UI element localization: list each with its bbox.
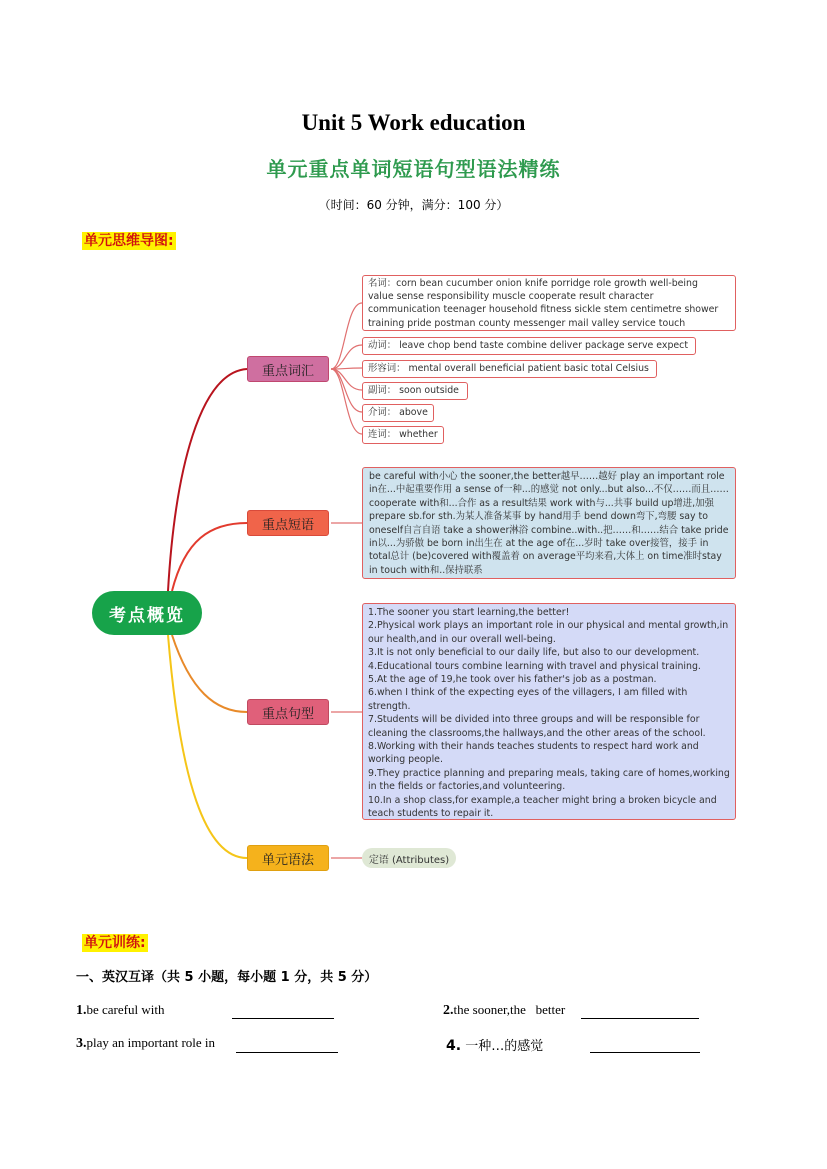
branch-grammar: 单元语法 <box>247 845 329 871</box>
answer-blank-3[interactable] <box>236 1038 338 1053</box>
connector-sentences <box>172 635 247 712</box>
vocab-adverbs: 副词： soon outside <box>362 382 468 400</box>
answer-blank-2[interactable] <box>581 1004 699 1019</box>
sentence-item: 6.when I think of the expecting eyes of the villagers, I am filled with strength. <box>368 687 688 712</box>
sentence-item: 10.In a shop class,for example,a teacher might bring a broken bicycle and teach students to repair it. <box>368 794 717 820</box>
vocab-adjectives: 形容词： mental overall beneficial patient basic total Celsius <box>362 360 657 378</box>
section-1-title: 一、英汉互译（共 5 小题，每小题 1 分，共 5 分） <box>76 970 378 985</box>
phrases-box: be careful with小心 the sooner,the better越早……越好 play an important role in在...中起重要作用 a sense of一种...的感觉 not only...but also...不仅……而且…… cooperate with和...合作 as a result结果 work with与...共事 build up增进,加强 prepare sb.for sth.为某人准备某事 by hand用手 bend down弯下,弯腰 say to oneself自言自语 take a shower淋浴 combine..with..把……和……结合 take pride in以...为骄傲 be born in出生在 at the age of在...岁时 take over接管，接手 in total总计 (be)covered with覆盖着 on average平均来看,大体上 on time准时stay in touch with和..保持联系 <box>362 467 736 579</box>
connector-phrases <box>172 523 247 591</box>
sentence-item: 8.Working with their hands teaches students to respect hard work and working people. <box>368 741 699 766</box>
sentence-item: 9.They practice planning and preparing meals, taking care of homes,working in the fields or factories,and volunteering. <box>368 767 730 793</box>
answer-blank-4[interactable] <box>590 1038 700 1053</box>
grammar-leaf: 定语 (Attributes) <box>362 848 456 868</box>
document-subtitle: 单元重点单词短语句型语法精练 <box>266 157 561 181</box>
sentence-item: 1.The sooner you start learning,the better! <box>368 607 570 618</box>
connector-grammar <box>168 635 247 858</box>
training-heading: 单元训练: <box>84 935 146 951</box>
question-4: 4. 一种…的感觉 <box>446 1038 544 1054</box>
mindmap-root: 考点概览 <box>92 591 202 635</box>
sentence-item: 7.Students will be divided into three groups and will be responsible for cleaning the classrooms,the hallways,and the other areas of the school. <box>368 714 706 739</box>
sentence-item: 2.Physical work plays an important role in our physical and mental growth,in our health,and in our overall well-being. <box>368 620 729 645</box>
sentences-box <box>362 603 736 820</box>
branch-sentences: 重点句型 <box>247 699 329 725</box>
vocab-nouns: 名词：corn bean cucumber onion knife porridge role growth well-being value sense responsibility muscle cooperate result character communication teenager household fitness sickle stem centimetre shower training pride postman county messenger mail valley service touch <box>362 275 736 331</box>
question-3: 3.play an important role in <box>76 1035 216 1051</box>
answer-blank-1[interactable] <box>232 1004 334 1019</box>
sentence-item: 5.At the age of 19,he took over his father's job as a postman. <box>368 674 657 686</box>
mindmap-heading: 单元思维导图: <box>84 233 174 249</box>
vocab-verbs: 动词： leave chop bend taste combine deliver package serve expect <box>362 337 696 355</box>
branch-vocab: 重点词汇 <box>247 356 329 382</box>
time-score-note: （时间：60 分钟，满分：100 分） <box>318 198 509 212</box>
question-2: 2.the sooner,the better <box>443 1002 566 1018</box>
vocab-leaf-connectors <box>331 303 362 434</box>
vocab-conjunctions: 连词： whether <box>362 426 444 444</box>
sentence-item: 4.Educational tours combine learning with travel and physical training. <box>368 660 701 672</box>
question-1: 1.be careful with <box>76 1002 165 1018</box>
document-title: Unit 5 Work education <box>301 110 526 135</box>
sentence-item: 3.It is not only beneficial to our daily life, but also to our development. <box>368 647 700 659</box>
connector-vocab <box>168 369 247 591</box>
branch-phrases: 重点短语 <box>247 510 329 536</box>
vocab-prepositions: 介词： above <box>362 404 434 422</box>
